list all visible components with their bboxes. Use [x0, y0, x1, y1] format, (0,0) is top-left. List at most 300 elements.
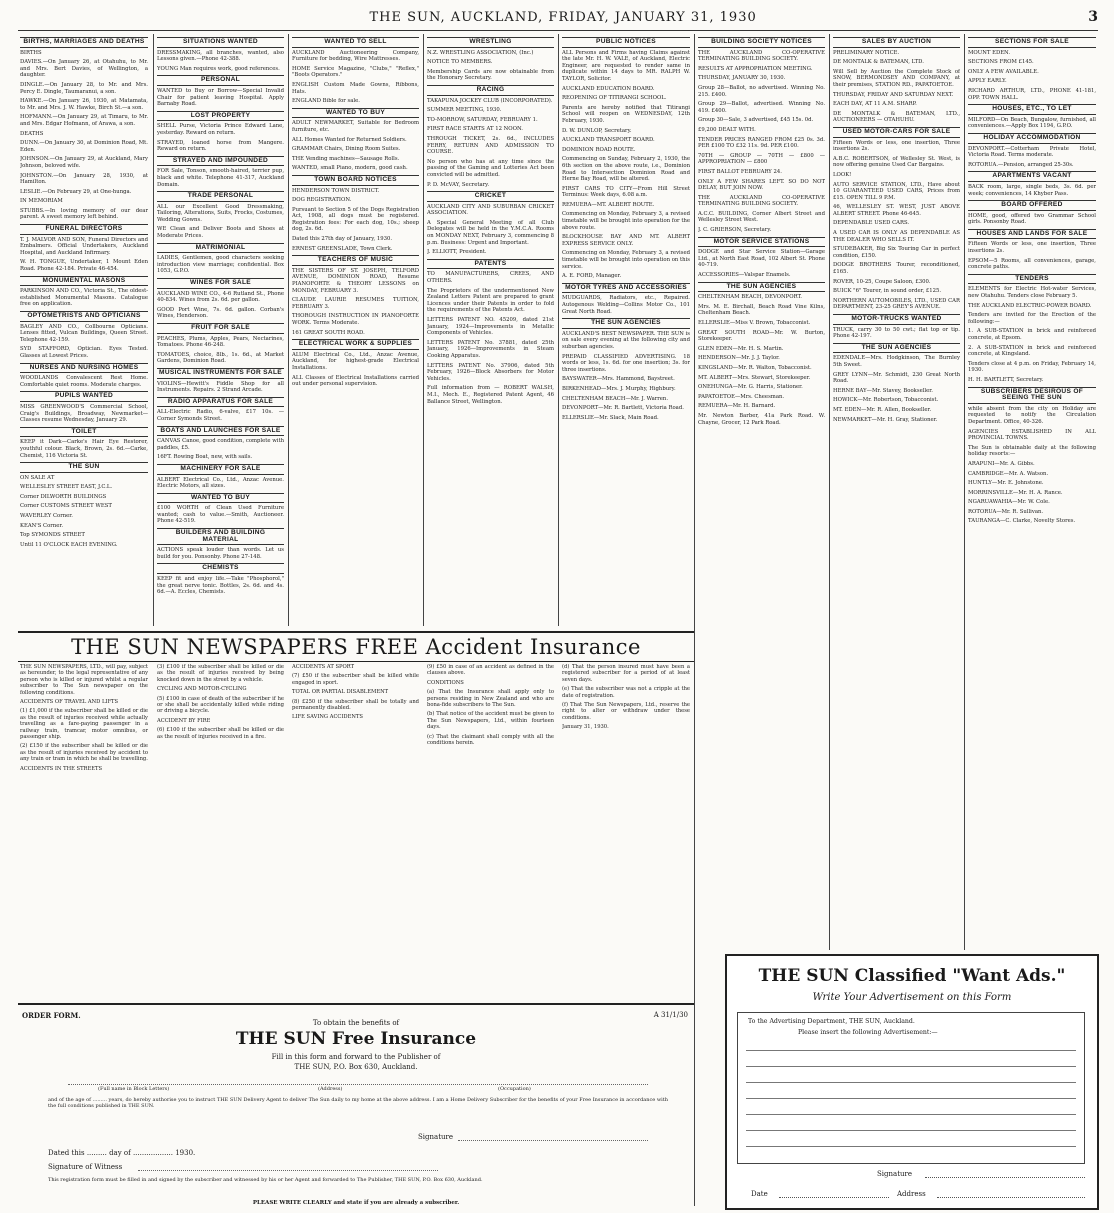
- classified-item: Group 28—Ballot, no advertised. Winning No. 215. £400.: [698, 84, 825, 98]
- classified-item: PREPAID CLASSIFIED ADVERTISING. 18 words or less, 1s. 6d. for one insertion; 3s. for three insertions.: [562, 353, 690, 373]
- classified-item: ROVER, 10-25, Coupe Saloon, £300.: [833, 278, 931, 285]
- classified-item: LADIES, Gentlemen, good characters seeking introduction view marriage; confidential. Box 1053, G.P.O.: [157, 255, 284, 275]
- insurance-clause: ACCIDENTS IN THE STREETS: [20, 765, 103, 772]
- section-heading: MOTOR-TRUCKS WANTED: [833, 314, 960, 325]
- section-heading: SECTIONS FOR SALE: [968, 37, 1096, 48]
- classified-item: Dated this 27th day of January, 1930.: [292, 236, 393, 243]
- classified-item: GLEN EDEN—Mr. H. S. Martin.: [698, 345, 784, 352]
- insurance-column: [20, 664, 148, 1001]
- classified-item: ARAPUNI—Mr. A. Gibbs.: [968, 460, 1035, 467]
- column-divider: [558, 34, 559, 626]
- ad-line[interactable]: [746, 1081, 1076, 1083]
- classified-item: WE Clean and Deliver Boots and Shoes at Moderate Prices.: [157, 226, 284, 240]
- order-form-instruction: Fill in this form and forward to the Publisher of: [271, 1053, 441, 1061]
- classified-item: ALBERT Electrical Co., Ltd., Anzac Avenue. Electric Motors, all sizes.: [157, 476, 284, 490]
- section-heading: FUNERAL DIRECTORS: [20, 224, 148, 235]
- classified-item: EDENDALE—Mrs. Hodgkinson, The Burnley 5th Sweet.: [833, 355, 960, 368]
- section-heading: TOILET: [20, 427, 148, 438]
- classified-item: ROTORUA.—Pension, arranged 25-30s.: [968, 161, 1074, 168]
- classified-item: AUCKLAND WINE CO., 4-6 Rutland St., Phone 40-834. Wines from 2s. 6d. per gallon.: [157, 290, 284, 304]
- classified-item: The Sun is obtainable daily at the following holiday resorts:—: [968, 444, 1096, 458]
- classified-item: ADULT NEWMARKET, Suitable for Bedroom furniture, etc.: [292, 120, 419, 133]
- classified-item: ONLY A FEW AVAILABLE.: [968, 68, 1039, 75]
- classified-item: Mrs. M. E. Birchall, Beach Road Vine Kilns, Cheltenham Beach.: [698, 303, 825, 317]
- classified-item: The Proprietors of the undermentioned New Zealand Letters Patent are prepared to grant Licences under their Patents in order to fold the requirements of the Patents Act.: [427, 287, 554, 314]
- classified-item: ALL Persons and Firms having Claims against the late Mr. H. W. VALE, of Auckland, Electric Engineer, are requested to render same in duplicate within 14 days to MR. RALPH W. TAYLOR, Solicitor.: [562, 49, 690, 82]
- classified-item: 2. A SUB-STATION in brick and reinforced concrete, at Kingsland.: [968, 344, 1096, 358]
- column-1: [20, 34, 148, 626]
- order-form: [18, 1003, 694, 1209]
- classified-item: WELLESLEY STREET EAST, J.C.L.: [20, 484, 113, 491]
- insurance-clause: ACCIDENTS OF TRAVEL AND LIFTS: [20, 699, 119, 706]
- classified-item: AUCKLAND EDUCATION BOARD.: [562, 85, 655, 92]
- ad-line[interactable]: [746, 1129, 1076, 1131]
- insurance-clause: (c) That the claimant shall comply with all the conditions herein.: [427, 733, 554, 747]
- classified-item: while absent from the city on Holiday are requested to notify the Circulation Department. Office, 40-326.: [968, 405, 1096, 425]
- classified-item: No person who has at any time since the passing of the Gaming and Lotteries Act been convicted will be admitted.: [427, 158, 554, 178]
- classified-item: SHELL Purse, Victoria Prince Edward Lane, yesterday. Reward on return.: [157, 123, 284, 136]
- column-6: [698, 34, 825, 946]
- classified-item: BIRKENHEAD—Mrs. J. Murphy, Highbury.: [562, 385, 676, 392]
- insurance-clause: (d) That the person insured must have been a registered subscriber for a period of at least seven days.: [562, 664, 690, 683]
- insurance-clause: CONDITIONS: [427, 679, 464, 686]
- classified-item: THURSDAY, FRIDAY AND SATURDAY NEXT.: [833, 91, 954, 98]
- classified-item: STRAYED, loaned horse from Mangere. Reward on return.: [157, 139, 284, 153]
- classified-item: 70TH — GROUP — 70TH — £800 — APPROPRIATION — £800: [698, 152, 825, 166]
- classified-item: Tenders are invited for the Erection of the following:—: [968, 312, 1096, 325]
- classified-item: W. H. TONGUE, Undertaker, 1 Mount Eden Road. Phone 42-184. Private 46-454.: [20, 259, 148, 273]
- classified-item: ELLERSLIE—Miss V. Brown, Tobacconist.: [698, 320, 811, 326]
- want-ads-title: THE SUN Classified "Want Ads.": [758, 966, 1066, 986]
- section-heading: THE SUN AGENCIES: [562, 318, 690, 329]
- dated-label: Dated this ......... day of .................. 1930.: [48, 1149, 196, 1157]
- classified-item: APPLY EARLY.: [968, 78, 1007, 85]
- classified-item: WANTED, small Piano, modern, good cash.: [292, 165, 408, 172]
- witness-field[interactable]: [138, 1169, 438, 1171]
- insurance-clause: (e) That the subscriber was not a cripple at the date of registration.: [562, 686, 690, 699]
- section-heading: TRADE PERSONAL: [157, 191, 284, 202]
- section-heading: CRICKET: [427, 191, 554, 202]
- classified-item: THE AUCKLAND ELECTRIC-POWER BOARD.: [968, 302, 1092, 309]
- classified-item: REMUERA—Mr. H. Barnard.: [698, 403, 776, 410]
- classified-item: ELEMENTS for Electric Hot-water Services, new Otahuhu. Tenders close February 5.: [968, 286, 1096, 300]
- classified-item: Parents are hereby notified that Titirangi School will reopen on WEDNESDAY, 12th February, 1930.: [562, 104, 690, 124]
- classified-item: LETTERS PATENT No. 37906, dated 5th February, 1926—Block Absorbers for Motor Vehicles.: [427, 362, 554, 382]
- classified-item: ELLERSLIE—Mr. Slack, Main Road.: [562, 414, 659, 421]
- classified-item: Commencing on Sunday, February 2, 1930, the 6th section on the above route, i.e., Dominion Road to Intersection Dominion Road and Herne Bay Road, will be altered.: [562, 156, 690, 183]
- classified-item: PARKINSON AND CO., Victoria St., The oldest-established Monumental Masons. Catalogue free on application.: [20, 288, 148, 308]
- classified-item: TENDER PRICES RANGED FROM £25 0s. 3d. PER £100 TO £32 11s. 9d. PER £100.: [698, 136, 825, 150]
- insurance-column: [157, 664, 284, 1001]
- ad-line[interactable]: [746, 1145, 1076, 1147]
- classified-item: AUCKLAND CITY AND SUBURBAN CRICKET ASSOCIATION.: [427, 203, 554, 217]
- classified-item: HERNE BAY—Mr. Stavey, Bookseller.: [833, 387, 933, 394]
- address-field-label: (Address): [318, 1086, 343, 1092]
- insurance-clause: (b) That notice of the accident must be given to The Sun Newspapers, Ltd., within fourteen days.: [427, 711, 554, 731]
- classified-item: MUDGUARDS, Radiators, etc., Repaired. Autogenous Welding—Collins Motor Co., 101 Great North Road.: [562, 295, 690, 315]
- classified-item: ACTIONS speak louder than words. Let us build for you. Ponsonby. Phone 27-148.: [157, 547, 284, 560]
- classified-item: DODGE BROTHERS Tourer, reconditioned, £165.: [833, 262, 960, 276]
- classified-item: TO MANUFACTURERS, CREES, AND OTHERS.: [427, 271, 554, 285]
- classified-item: NGARUAWAHIA—Mr. W. Cole.: [968, 499, 1050, 506]
- classified-item: RICHARD ARTHUR, LTD., PHONE 41-181, OPP. TOWN HALL.: [968, 87, 1096, 101]
- classified-item: LETTERS PATENT NO. 45209, dated 21st January, 1924—Improvements in Metallic Components of Vehicles.: [427, 317, 554, 337]
- section-heading: MONUMENTAL MASONS: [20, 276, 148, 287]
- classified-item: DRESSMAKING, all branches, wanted, also Lessons given.—Phone 42-388.: [157, 49, 284, 63]
- classified-item: THE AUCKLAND CO-OPERATIVE TERMINATING BUILDING SOCIETY.: [698, 194, 825, 208]
- classified-item: 161 GREAT SOUTH ROAD.: [292, 329, 365, 336]
- classified-item: DEVONPORT—Mr. R. Bartlett, Victoria Road.: [562, 405, 684, 412]
- section-heading: USED MOTOR-CARS FOR SALE: [833, 127, 960, 138]
- insurance-banner: THE SUN NEWSPAPERS FREE Accident Insurance: [18, 631, 694, 662]
- order-form-title: THE SUN Free Insurance: [235, 1029, 477, 1049]
- classified-item: AUCKLAND TRANSPORT BOARD.: [562, 137, 655, 144]
- want-ads-signature-label: Signature: [877, 1170, 913, 1178]
- insurance-column: [562, 664, 690, 1001]
- classified-item: GREAT SOUTH ROAD—Mr. W. Burton, Storekeeper.: [698, 329, 825, 343]
- section-heading: PERSONAL: [157, 75, 284, 86]
- section-heading: BOATS AND LAUNCHES FOR SALE: [157, 426, 284, 437]
- section-heading: MATRIMONIAL: [157, 243, 284, 254]
- section-heading: PATENTS: [427, 259, 554, 270]
- section-heading: WANTED TO BUY: [292, 108, 419, 119]
- classified-item: AUTO SERVICE STATION, LTD., Have about 10 GUARANTEED USED CARS, Prices from £15. OPEN TILL 9 P.M.: [833, 181, 960, 201]
- section-heading: TOWN BOARD NOTICES: [292, 175, 419, 186]
- classified-item: CHELTENHAM BEACH, DEVONPORT.: [698, 294, 802, 301]
- want-ads-address-field[interactable]: [937, 1196, 1085, 1198]
- classified-item: BAYSWATER—Mrs. Hammond, Baystreet.: [562, 376, 675, 383]
- witness-label: Signature of Witness: [48, 1163, 123, 1171]
- classified-item: VIOLINS—Hewitt's Fiddle Shop for all Instruments. Repairs. 2 Strand Arcade.: [157, 380, 284, 394]
- classified-item: ON SALE AT: [20, 474, 55, 481]
- section-heading: THE SUN AGENCIES: [698, 282, 825, 293]
- classified-item: GOOD Port Wine, 7s. 6d. gallon. Corban's Wines, Henderson.: [157, 306, 284, 320]
- classified-item: £9,200 DEALT WITH.: [698, 126, 756, 133]
- classified-item: ALL Classes of Electrical Installations carried out under personal supervision.: [292, 374, 419, 388]
- classified-item: BACK room, large, single beds, 3s. 6d. per week; conveniences, 14 Khyber Pass.: [968, 183, 1096, 197]
- classified-item: JOHNSON.—On January 29, at Auckland, Mary Johnson, beloved wife.: [20, 156, 148, 169]
- want-ads-subtitle: Write Your Advertisement on this Form: [812, 992, 1012, 1003]
- classified-item: Full information from — ROBERT WALSH, M.I., Mech. E., Registered Patent Agent, 46 Ballance Street, Wellington.: [427, 385, 554, 405]
- classified-item: STUBBS.—In loving memory of our dear parent. A sweet memory left behind.: [20, 207, 148, 221]
- insurance-clause: (5) £100 in case of death of the subscriber if he or she shall be accidentally killed while riding or driving a bicycle.: [157, 695, 284, 715]
- section-heading: BOARD OFFERED: [968, 200, 1096, 211]
- insurance-clause: TOTAL OR PARTIAL DISABLEMENT: [292, 689, 389, 696]
- classified-item: DE MONTALK & BATEMAN, LTD., AUCTIONEERS — OTAHUHU.: [833, 110, 960, 124]
- want-ads-to: To the Advertising Department, THE SUN, Auckland.: [748, 1018, 915, 1025]
- masthead: [18, 6, 1098, 28]
- column-4: [427, 34, 554, 626]
- want-ads-box: [737, 1012, 1085, 1164]
- classified-item: A. E. FORD, Manager.: [562, 273, 622, 280]
- classified-item: DEPENDABLE USED CARS.: [833, 220, 910, 227]
- classified-item: HUNTLY—Mr. E. Johnstone.: [968, 480, 1044, 487]
- classified-item: MISS GREENWOOD'S Commercial School, Craig's Buildings, Broadway, Newmarket—Classes resume Wednesday, January 29.: [20, 403, 148, 424]
- classified-item: DINGLE.—On January 28, to Mr. and Mrs. Percy E. Dingle, Taumaranui, a son.: [20, 81, 148, 95]
- want-ads-form: [725, 954, 1099, 1210]
- section-heading: SALES BY AUCTION: [833, 37, 960, 48]
- classified-item: Fifteen Words or less, one insertion, Three insertions 2s.: [833, 139, 960, 153]
- classified-item: ERNEST GREENSLADE, Town Clerk.: [292, 245, 393, 252]
- ad-line[interactable]: [746, 1065, 1076, 1067]
- column-divider: [423, 34, 424, 626]
- classified-item: HOME, good, offered two Grammar School girls. Ponsonby Road.: [968, 212, 1096, 226]
- section-heading: MACHINERY FOR SALE: [157, 464, 284, 475]
- classified-item: LOOK!: [833, 171, 852, 178]
- classified-item: KINGSLAND—Mr. R. Walton, Tobacconist.: [698, 364, 812, 371]
- classified-item: BIRTHS: [20, 49, 42, 56]
- classified-item: MT. EDEN—Mr. R. Allen, Bookseller.: [833, 406, 932, 413]
- classified-item: ENGLISH Custom Made Gowns, Ribbons, Hats.: [292, 81, 419, 95]
- classified-item: HOWICK—Mr. Robertson, Tobacconist.: [833, 397, 939, 404]
- insurance-clause: ACCIDENT BY FIRE: [157, 717, 211, 724]
- classified-item: ROTORUA—Mr. R. Sullivan.: [968, 508, 1044, 515]
- classified-item: DE MONTALK & BATEMAN, LTD.: [833, 59, 924, 66]
- classified-item: KEEP fit and enjoy life.—Take "Phosphorol," the great nerve tonic. Bottles, 2s. 6d. and 4s. 6d.—A. Eccles, Chemists.: [157, 576, 284, 596]
- classified-item: CLAUDE LAURIE RESUMES TUITION, FEBRUARY 3.: [292, 297, 419, 310]
- section-heading: PUBLIC NOTICES: [562, 37, 690, 48]
- classified-item: GREY LYNN—Mr. Schmidt, 230 Great North Road.: [833, 371, 960, 385]
- insurance-clause: (a) That the Insurance shall apply only to persons residing in New Zealand and who are bona-fide subscribers to The Sun.: [427, 689, 554, 709]
- classified-item: N.Z. WRESTLING ASSOCIATION, (Inc.): [427, 49, 534, 56]
- page-number: 3: [1088, 9, 1098, 25]
- section-heading: TENDERS: [968, 274, 1096, 285]
- classified-item: PRELIMINARY NOTICE.: [833, 49, 900, 56]
- section-heading: WRESTLING: [427, 37, 554, 48]
- want-ads-please: Please insert the following Advertisement:—: [798, 1029, 938, 1036]
- ad-line[interactable]: [746, 1049, 1076, 1051]
- classified-item: TRUCK, carry 30 to 50 cwt.; flat top or tip. Phone 42-197.: [833, 326, 960, 340]
- classified-item: Pursuant to Section 5 of the Dogs Registration Act, 1908, all dogs must be registered. Registration fees: For each dog, 10s.; sheep dog, 2s. 6d.: [292, 206, 419, 233]
- classified-item: Commencing on Monday, February 3, a revised timetable will be brought into operation for the above route.: [562, 211, 690, 231]
- name-field[interactable]: [68, 1083, 648, 1085]
- classified-item: J. C. GRIERSON, Secretary.: [698, 227, 772, 234]
- insurance-column: [427, 664, 554, 1001]
- column-divider: [829, 34, 830, 950]
- want-ads-address-label: Address: [897, 1190, 926, 1198]
- classified-item: SUMMER MEETING, 1930.: [427, 107, 502, 114]
- section-heading: WANTED TO SELL: [292, 37, 419, 48]
- classified-item: Corner DILWORTH BUILDINGS: [20, 493, 107, 500]
- classified-item: P. D. McVAY, Secretary.: [427, 181, 490, 188]
- classified-item: TO-MORROW, SATURDAY, FEBRUARY 1.: [427, 116, 538, 123]
- section-heading: RACING: [427, 85, 554, 96]
- classified-item: AGENCIES ESTABLISHED IN ALL PROVINCIAL TOWNS.: [968, 428, 1096, 442]
- section-heading: OPTOMETRISTS AND OPTICIANS: [20, 311, 148, 322]
- section-heading: WANTED TO BUY: [157, 493, 284, 504]
- classified-item: FIRST BALLOT FEBRUARY 24.: [698, 168, 782, 175]
- ad-line[interactable]: [746, 1113, 1076, 1115]
- classified-item: Group 30—Sale, 3 advertised, £45 15s. 0d.: [698, 117, 814, 124]
- insurance-clause: (7) £50 if the subscriber shall be killed while engaged in sport.: [292, 673, 419, 686]
- want-ads-date-label: Date: [751, 1190, 768, 1198]
- classified-item: T. J. MALVOR AND SON, Funeral Directors and Embalmers. Official Undertakers, Auckland Hospital, and Auckland Infirmary.: [20, 236, 148, 256]
- classified-item: A USED CAR IS ONLY AS DEPENDABLE AS THE DEALER WHO SELLS IT.: [833, 230, 960, 243]
- insurance-column: [292, 664, 419, 1001]
- classified-item: JOHNSTON.—On January 28, 1930, at Hamilton.: [20, 172, 148, 186]
- classified-item: GRAMMAR Chairs, Dining Room Suites.: [292, 146, 401, 153]
- classified-item: EACH DAY, AT 11 A.M. SHARP.: [833, 101, 917, 108]
- column-2: [157, 34, 284, 626]
- classified-item: THURSDAY, JANUARY 30, 1930.: [698, 75, 786, 82]
- order-form-footer: PLEASE WRITE CLEARLY and state if you are already a subscriber.: [252, 1200, 460, 1206]
- classified-item: ONLY A FEW SHARES LEFT. SO DO NOT DELAY, BUT JOIN NOW.: [698, 178, 825, 192]
- classified-item: CANVAS Canoe, good condition, complete with paddles, £5.: [157, 438, 284, 451]
- insurance-clause: (3) £100 if the subscriber shall be killed or die as the result of injuries received by being knocked down in the street by a vehicle.: [157, 664, 284, 683]
- section-heading: LOST PROPERTY: [157, 111, 284, 122]
- classified-item: DUNN.—On January 30, at Dominion Road, Mt. Eden.: [20, 140, 148, 153]
- occupation-field-label: (Occupation): [498, 1086, 531, 1092]
- section-heading: HOUSES, ETC., TO LET: [968, 104, 1096, 115]
- section-heading: HOUSES AND LANDS FOR SALE: [968, 229, 1096, 240]
- classified-item: J. ELLIOTT, President.: [427, 249, 487, 256]
- section-heading: MOTOR SERVICE STATIONS: [698, 237, 825, 248]
- classified-item: Will Sell by Auction the Complete Stock of SNOW, BERMONDSEY AND COMPANY, at their premises, STATION RD., PAPATOETOE.: [833, 68, 960, 88]
- section-heading: MUSICAL INSTRUMENTS FOR SALE: [157, 368, 284, 379]
- classified-item: STUDEBAKER, Big Six Touring Car in perfect condition, £150.: [833, 246, 960, 259]
- want-ads-signature-field[interactable]: [925, 1176, 1085, 1178]
- signature-field[interactable]: [458, 1139, 648, 1141]
- insurance-clause: LIFE SAVING ACCIDENTS: [292, 714, 363, 721]
- classified-item: WANTED to Buy or Borrow—Special Invalid Chair for patient leaving Hospital. Apply Barnaby Road.: [157, 87, 284, 108]
- classified-item: HENDERSON TOWN DISTRICT.: [292, 187, 380, 194]
- classified-item: ALL our Excellent Good Dressmaking, Tailoring, Alterations, Suits, Frocks, Costumes, Wedding Gowns.: [157, 203, 284, 223]
- insurance-clause: (8) £250 if the subscriber shall be totally and permanently disabled.: [292, 698, 419, 712]
- classified-item: DEATHS: [20, 130, 44, 137]
- classified-item: NORTHERN AUTOMOBILES, LTD., USED CAR DEPARTMENT, 23-25 GREY'S AVENUE.: [833, 297, 960, 311]
- order-form-conditions: and of the age of ......... years, do hereby authorise you to instruct THE SUN Delivery Agent to deliver The Sun daily to my home at the above address. I am a Home Delivery Subscriber for the benefits of your Free Insurance in accordance with the full conditions published in THE SUN.: [48, 1097, 668, 1110]
- section-heading: THE SUN AGENCIES: [833, 343, 960, 354]
- order-form-ref: A 31/1/30: [653, 1011, 688, 1019]
- classified-item: WOODLANDS Convalescent Rest Home. Comfortable quiet rooms. Moderate charges.: [20, 375, 148, 388]
- classified-item: HAWKE.—On January 26, 1930, at Matamata, to Mr. and Mrs. J. W. Hawke, Birch St.—a son.: [20, 98, 148, 111]
- section-heading: BUILDING SOCIETY NOTICES: [698, 37, 825, 48]
- order-form-label: ORDER FORM.: [22, 1011, 81, 1020]
- classified-item: Until 11 O'CLOCK EACH EVENING.: [20, 541, 118, 548]
- classified-item: THOROUGH INSTRUCTION IN PIANOFORTE WORK. Terms Moderate.: [292, 313, 419, 326]
- classified-item: ALUM Electrical Co., Ltd., Anzac Avenue, Auckland, for highest-grade Electrical Installations.: [292, 351, 419, 371]
- section-heading: TEACHERS OF MUSIC: [292, 255, 419, 266]
- classified-item: 16FT. Rowing Boat, new, with sails.: [157, 454, 253, 461]
- classified-item: AUCKLAND Auctioneering Company, Furniture for bedding, Wire Mattresses.: [292, 49, 419, 63]
- classified-item: LETTERS PATENT No. 37881, dated 25th January, 1926—Improvements in Steam Cooking Apparatus.: [427, 339, 554, 359]
- section-heading: CHEMISTS: [157, 563, 284, 574]
- classified-item: D. W. DUNLOP, Secretary.: [562, 127, 632, 134]
- section-heading: ELECTRICAL WORK & SUPPLIES: [292, 339, 419, 350]
- section-heading: HOLIDAY ACCOMMODATION: [968, 133, 1096, 144]
- classified-item: FIRST RACE STARTS AT 12 NOON.: [427, 126, 523, 133]
- section-heading: MOTOR TYRES AND ACCESSORIES: [562, 283, 690, 294]
- section-heading: FRUIT FOR SALE: [157, 323, 284, 334]
- ad-line[interactable]: [746, 1097, 1076, 1099]
- classified-item: KEEP it Dark—Carke's Hair Eye Restorer, youthful colour. Black, Brown, 2s. 6d.—Carke, Chemist, 116 Victoria St.: [20, 439, 148, 459]
- section-heading: WINES FOR SALE: [157, 278, 284, 289]
- classified-item: NEWMARKET—Mr. H. Gray, Stationer.: [833, 416, 938, 423]
- insurance-clause: (f) That The Sun Newspapers, Ltd., reserve the right to alter or withdraw under these conditions.: [562, 702, 690, 721]
- classified-item: ALL Homes Wanted for Returned Soldiers.: [292, 136, 407, 143]
- section-heading: APARTMENTS VACANT: [968, 171, 1096, 182]
- classified-item: ONEHUNGA—Mr. G. Harris, Stationer.: [698, 384, 803, 391]
- classified-item: WAVERLEY Corner.: [20, 513, 73, 520]
- classified-item: EPSOM—5 Rooms, all conveniences, garage, concrete paths.: [968, 257, 1096, 271]
- order-form-intro: To obtain the benefits of: [312, 1019, 400, 1027]
- insurance-clause: (6) £100 if the subscriber shall be killed or die as the result of injuries received in a fire.: [157, 727, 284, 740]
- section-heading: THE SUN: [20, 462, 148, 473]
- classified-item: MILFORD—On Beach, Bungalow, furnished, all conveniences.—Apply Box 1194, G.P.O.: [968, 116, 1096, 130]
- section-heading: SUBSCRIBERS DESIROUS OF SEEING THE SUN: [968, 387, 1096, 404]
- classified-item: PEACHES, Plums, Apples, Pears, Nectarines, Tomatoes. Phone 46-248.: [157, 335, 284, 349]
- classified-item: SECTIONS FROM £145.: [968, 59, 1034, 66]
- classified-item: 46, WELLESLEY ST. WEST, JUST ABOVE ALBERT STREET. Phone 46-645.: [833, 204, 960, 217]
- classified-item: DAVIES.—On January 26, at Otahuhu, to Mr. and Mrs. Bert Davies, of Wellington, a daughter.: [20, 59, 148, 79]
- classified-item: BLOCKHOUSE BAY AND MT. ALBERT EXPRESS SERVICE ONLY.: [562, 234, 690, 247]
- classified-item: Corner CUSTOMS STREET WEST: [20, 503, 112, 510]
- classified-item: Fifteen Words or less, one insertion, Three insertions 2s.: [968, 241, 1096, 255]
- classified-item: KEAN'S Corner.: [20, 522, 64, 529]
- classified-item: CAMBRIDGE—Mr. A. Watson.: [968, 470, 1049, 477]
- classified-item: Membership Cards are now obtainable from the Honorary Secretary.: [427, 68, 554, 82]
- insurance-clause: (9) £50 in case of an accident as defined in the clauses above.: [427, 664, 554, 677]
- classified-item: IN MEMORIAM: [20, 198, 63, 205]
- classified-item: DOG REGISTRATION.: [292, 197, 352, 204]
- classified-item: TOMATOES, choice, 8lb., 1s. 6d., at Market Gardens, Dominion Road.: [157, 351, 284, 365]
- name-field-label: (Full name in Block Letters): [98, 1086, 170, 1092]
- section-heading: STRAYED AND IMPOUNDED: [157, 156, 284, 167]
- want-ads-date-field[interactable]: [779, 1196, 889, 1198]
- classified-item: SYD STAFFORD, Optician. Eyes Tested. Glasses at Lowest Prices.: [20, 346, 148, 359]
- classified-item: A.B.C. ROBERTSON, of Wellesley St. West, is now offering genuine Used Car Bargains.: [833, 155, 960, 169]
- classified-item: PAPATOETOE—Mrs. Cheesman.: [698, 393, 785, 400]
- section-heading: SITUATIONS WANTED: [157, 37, 284, 48]
- classified-item: BUICK "6" Tourer, in sound order, £125.: [833, 288, 942, 295]
- classified-item: YOUNG Man requires work, good references.: [157, 65, 280, 72]
- classified-item: AUCKLAND'S BEST NEWSPAPER. THE SUN is on sale every evening at the following city and suburban agencies.: [562, 330, 690, 350]
- classified-item: £100 WORTH of Clean Used Furniture wanted; cash to value.—Smith, Auctioneer. Phone 42-519.: [157, 505, 284, 525]
- classified-item: A.C.C. BUILDING, Corner Albert Street and Wellesley Street West.: [698, 210, 825, 224]
- signature-label: Signature: [418, 1133, 454, 1141]
- insurance-clause: THE SUN NEWSPAPERS, LTD., will pay, subject as hereunder, to the legal representative of any person who is killed or injured whilst a regular subscriber to The Sun newspaper on the following conditions.: [20, 664, 148, 696]
- classified-item: HOME Service Magazine, "Clubs," "Reflex," "Boots Operators.": [292, 65, 419, 79]
- classified-item: ALL-Electric Radio, 6-valve, £17 10s. — Corner Symonds Street.: [157, 409, 284, 422]
- classified-item: NOTICE TO MEMBERS.: [427, 59, 493, 66]
- classified-item: DEVONPORT.—Cotterham Private Hotel, Victoria Road. Terms moderate.: [968, 145, 1096, 159]
- classified-item: DOMINION ROAD ROUTE.: [562, 146, 636, 153]
- classified-item: H. H. BARTLETT, Secretary.: [968, 376, 1044, 383]
- classified-item: THE Vending machines—Sausage Rolls.: [292, 155, 400, 162]
- order-form-notes: This registration form must be filled in and signed by the subscriber and witnessed by his or her Agent and forwarded to The Publisher, THE SUN, P.O. Box 630, Auckland.: [48, 1177, 483, 1183]
- classified-item: 1. A SUB-STATION in brick and reinforced concrete, at Epsom.: [968, 328, 1096, 341]
- classified-item: Tenders close at 4 p.m. on Friday, February 14, 1930.: [968, 360, 1096, 374]
- classified-item: ACCESSORIES—Valspar Enamels.: [698, 272, 791, 279]
- classified-item: RESULTS AT APPROPRIATION MEETING.: [698, 65, 813, 72]
- insurance-clause: (1) £1,000 if the subscriber shall be killed or die as the result of injuries received while actually travelling as a fare-paying passenger in a railway train, tramcar, motor omnibus, or passenger ship.: [20, 708, 148, 741]
- classified-item: FOR Sale, Tonson, smooth-haired, terrier pup, black and white. Telephone 41-317, Auckland Domain.: [157, 168, 284, 188]
- classified-item: TAKAPUNA JOCKEY CLUB (INCORPORATED).: [427, 97, 553, 104]
- classified-item: FIRST CARS TO CITY—From Hill Street Terminus: Week days, 6.08 a.m.: [562, 185, 690, 199]
- classified-item: ENGLAND Bible for sale.: [292, 98, 360, 105]
- order-form-address: THE SUN, P.O. Box 630, Auckland.: [294, 1063, 418, 1071]
- classified-item: DODGE and Star Service Station—Garage Ltd., at North East Road, 102 Albert St. Phone 40-719.: [698, 249, 825, 269]
- section-heading: NURSES AND NURSING HOMES: [20, 363, 148, 374]
- classified-item: Mr. Newton Barber, 41a Park Road. W. Chayne, Grocer, 12 Park Road.: [698, 412, 825, 426]
- column-5: [562, 34, 690, 626]
- classified-item: THE AUCKLAND CO-OPERATIVE TERMINATING BUILDING SOCIETY.: [698, 49, 825, 63]
- classified-item: MORRINSVILLE—Mr. H. A. Rance.: [968, 489, 1063, 496]
- masthead-rule: [18, 30, 1098, 31]
- column-7: [833, 34, 960, 946]
- insurance-clause: CYCLING AND MOTOR-CYCLING: [157, 686, 247, 693]
- classified-item: HOFMANN.—On January 29, at Timaru, to Mr. and Mrs. Edgar Hofmann, of Arawa, a son.: [20, 114, 148, 127]
